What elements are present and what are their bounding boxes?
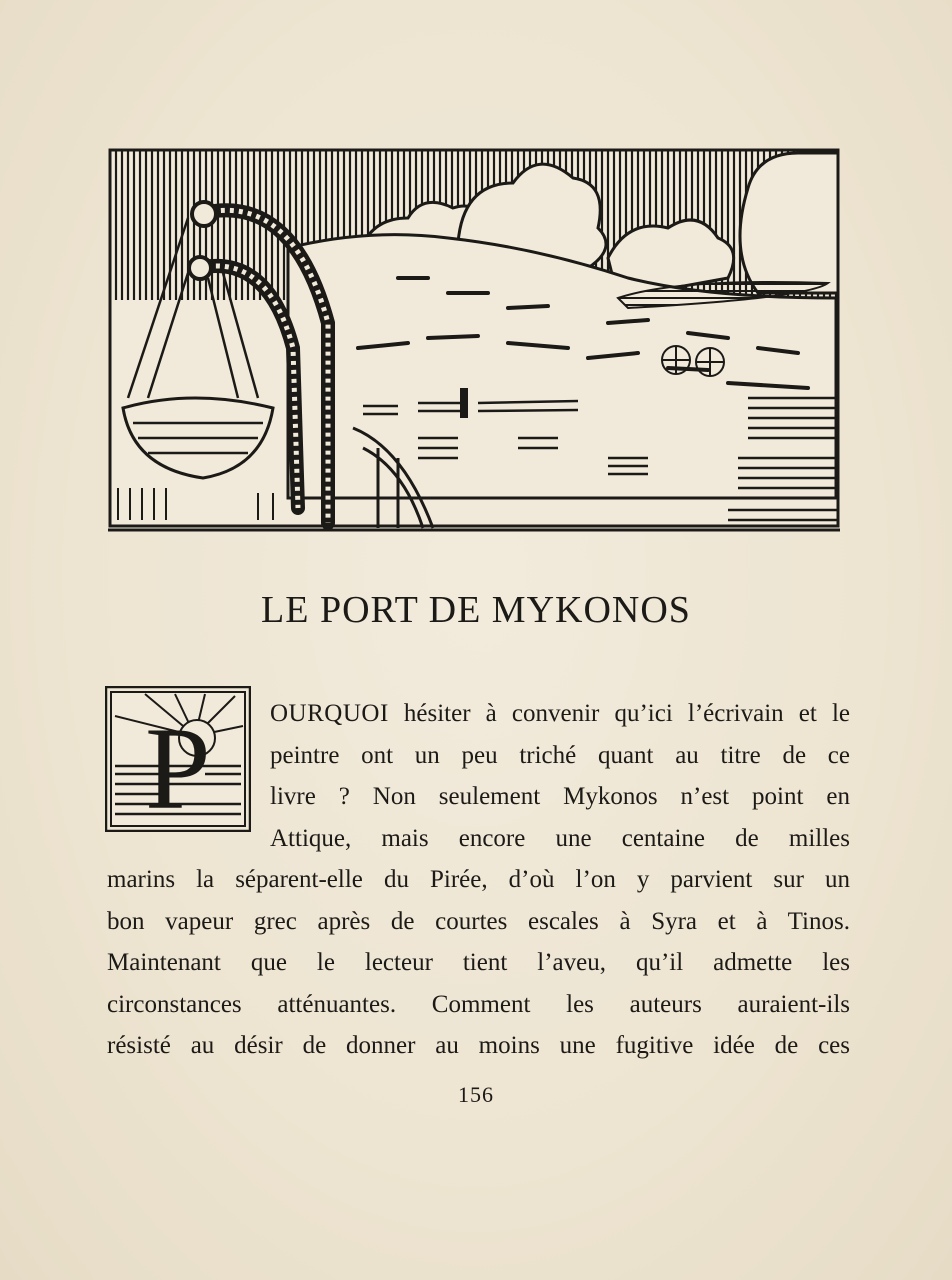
- line-text: hésiter à convenir qu’ici l’écrivain et le: [388, 700, 850, 727]
- chapter-title: LE PORT DE MYKONOS: [261, 589, 691, 631]
- opening-word: OURQUOI: [270, 700, 389, 727]
- text-line: marins la séparent-elle du Pirée, d’où l’on y parvient sur un: [107, 866, 850, 893]
- harbor-illustration: [108, 148, 840, 532]
- decorated-initial-p: [105, 686, 251, 832]
- text-line: Attique, mais encore une centaine de milles: [270, 824, 850, 852]
- page-number: 156: [458, 1082, 494, 1107]
- body-text: [107, 859, 850, 1067]
- text-line: livre ? Non seulement Mykonos n’est point en: [270, 783, 850, 810]
- text-line: [270, 693, 850, 735]
- dropcap-letter: P: [145, 703, 211, 832]
- text-line: circonstances atténuantes. Comment les auteurs auraient-ils: [107, 990, 850, 1018]
- body-text-indented: [270, 693, 850, 859]
- text-line: Maintenant que le lecteur tient l’aveu, qu’il admette les: [107, 949, 850, 976]
- text-line: peintre ont un peu triché quant au titre de ce: [270, 741, 850, 769]
- text-line: bon vapeur grec après de courtes escales à Syra et à Tinos.: [107, 907, 850, 935]
- text-line: résisté au désir de donner au moins une fugitive idée de ces: [107, 1032, 850, 1059]
